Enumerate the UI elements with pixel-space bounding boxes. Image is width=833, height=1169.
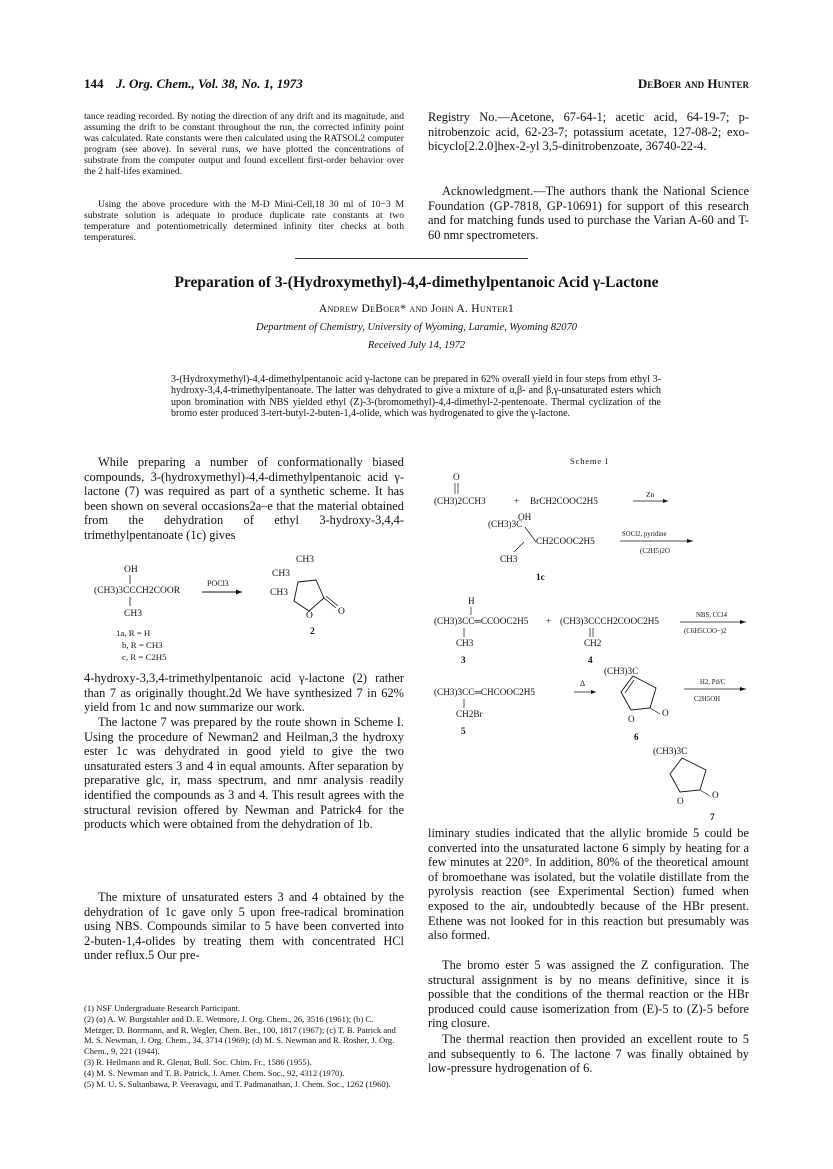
eq1-oh: OH (124, 565, 138, 575)
s-r3-b: (CH3)3CCCH2COOC2H5 (560, 616, 660, 626)
eq1-acid: (CH3)3CCCH2COOR (94, 586, 181, 596)
s-r4-lac: (CH3)3C (604, 666, 639, 676)
eq1-1a: 1a, R = H (116, 628, 151, 638)
eq1-reagent: POCl3 (207, 579, 229, 588)
s-r5-lac: (CH3)3C (653, 746, 688, 756)
eq1-ch3: CH3 (124, 609, 142, 619)
s-r4-b: CH2Br (456, 709, 483, 719)
s-r2-reag1: SOCl2, pyridine (622, 531, 667, 538)
s-r1-reag: Zn (646, 490, 655, 499)
eq1-lac-ch3c: CH3 (270, 588, 288, 598)
eq1-1c: c, R = C2H5 (122, 652, 167, 662)
running-authors: DeBoer and Hunter (637, 76, 749, 91)
s-r4-a: (CH3)3CC═CHCOOC2H5 (434, 687, 535, 697)
eq1-lac-o: O (306, 611, 313, 621)
previous-article-text: tance reading recorded. By noting the direction of any drift and its magnitude, and assuming the drift to be constant throughout the run, the corrected infinity point was calculated. Rate constants were then calculated using the RATSOL2 computer program (see above). In several runs, we have plotted the concentrations of substrate from the computer output and found excellent first-order behavior over the 2 half-lifes examined. (84, 111, 404, 177)
eq1-cmpd-2: 2 (310, 627, 315, 637)
s-r5-co: O (712, 790, 719, 800)
footnote-5: (5) M. U. S. Sultanbawa, P. Veeravagu, and T. Padmanathan, J. Chem. Soc., 1262 (1960). (84, 1078, 391, 1089)
s-r3-ch3: CH3 (456, 638, 474, 648)
s-r4-num: 5 (461, 726, 466, 736)
s-r2-num: 1c (536, 572, 545, 582)
paragraph-2: 4-hydroxy-3,3,4-trimethylpentanoic acid γ-lactone (2) rather than 7 as originally thought.2d We have synthesized 7 in 62% yield from 1c and now summarize our work. (84, 671, 404, 715)
s-r5-o: O (677, 796, 684, 806)
s-r3-plus: + (546, 616, 552, 626)
paragraph-4: The mixture of unsaturated esters 3 and 4 obtained by the dehydration of 1c gave only 5 upon free-radical bromination using NBS. Compounds similar to 5 have been converted into 2-buten-1,4-olides by treating them with concentrated HCl under reflux.5 Our pre- (84, 890, 404, 963)
footnote-3: (3) R. Heilmann and R. Glenat, Bull. Soc. Chim. Fr., 1586 (1955). (84, 1056, 312, 1067)
equation-1 (84, 548, 404, 666)
s-r2-oh: OH (518, 512, 532, 522)
s-r1-plus: + (514, 496, 520, 506)
s-r5-num: 7 (710, 812, 715, 822)
article-authors: Andrew DeBoer* and John A. Hunter1 (318, 303, 515, 315)
s-r4-reag2: C2H5OH (694, 696, 721, 703)
s-r3-reag2: (C6H5COO−)2 (684, 628, 727, 635)
previous-article-text-2: Using the above procedure with the M-D Mini-Cell,18 30 ml of 10−3 M substrate solution is adequate to produce duplicate rate constants at two temperature and potentiometrically determined infinity titer checks at both temperatures. (84, 199, 404, 243)
s-r1-b: BrCH2COOC2H5 (530, 496, 598, 506)
footnote-2: (2) (a) A. W. Burgstahler and D. E. Wetmore, J. Org. Chem., 26, 3516 (1961); (b) C. Metzger, D. Borrmann, and R. Wegler, Chem. Ber., 100, 1817 (1967); (c) T. B. Patrick and M. S. Newman, J. Org. Chem., 34, 3714 (1969); (d) M. S. Newman and R. Rosher, J. Org. Chem., 9, 221 (1944). (84, 1013, 396, 1057)
eq1-1b: b, R = CH3 (122, 640, 163, 650)
journal-citation: J. Org. Chem., Vol. 38, No. 1, 1973 (116, 76, 303, 91)
footnote-4: (4) M. S. Newman and T. B. Patrick, J. Amer. Chem. Soc., 92, 4312 (1970). (84, 1067, 345, 1078)
s-r2-b: CH2COOC2H5 (536, 536, 595, 546)
s-r3-h: H (468, 596, 475, 606)
s-r3-num4: 4 (588, 655, 593, 665)
received-date: Received July 14, 1972 (367, 340, 466, 351)
s-r3-a: (CH3)3CC═CCOOC2H5 (434, 616, 529, 626)
affiliation: Department of Chemistry, University of Wyoming, Laramie, Wyoming 82070 (256, 322, 577, 333)
s-r4-co: O (662, 708, 669, 718)
acknowledgment: Acknowledgment.—The authors thank the National Science Foundation (GP-7818, GP-10691) for support of this research and for matching funds used to purchase the Varian A-60 and T-60 nmr spectrometers. (428, 184, 749, 242)
page-number: 144 (84, 76, 104, 91)
s-r1-a: (CH3)2CCH3 (434, 496, 486, 506)
intro-paragraph: While preparing a number of conformationally biased compounds, 3-(hydroxymethyl)-4,4-dimethylpentanoic acid γ-lactone (7) was required as part of a synthetic scheme. It has been shown on several occasions2a–e that the material obtained from the dehydration of ethyl 3-hydroxy-3,4,4-trimethylpentanoate (1c) gives (84, 455, 404, 542)
s-r4-delta: Δ (580, 679, 586, 688)
eq1-lac-co: O (338, 607, 345, 617)
s-r4-num6: 6 (634, 732, 639, 742)
s-r3-num: 3 (461, 655, 466, 665)
scheme-1 (428, 452, 749, 824)
scheme-label: Scheme I (570, 456, 609, 466)
registry-numbers: Registry No.—Acetone, 67-64-1; acetic acid, 64-19-7; p-nitrobenzoic acid, 62-23-7; potassium acetate, 127-08-2; exo-bicyclo[2.2.0]hex-2-yl 3,5-dinitrobenzoate, 36740-22-4. (428, 110, 749, 154)
s-r3-reag1: NBS, CCl4 (696, 612, 727, 619)
section-divider (295, 258, 528, 259)
eq1-lac-ch3b: CH3 (272, 569, 290, 579)
right-paragraph-2: The bromo ester 5 was assigned the Z configuration. The structural assignment is by no means definitive, since it is possible that the conditions of the thermal reaction or the HBr produced could cause isomerization from (E)-5 to (Z)-5 before ring closure. (428, 958, 749, 1031)
article-title: Preparation of 3-(Hydroxymethyl)-4,4-dimethylpentanoic Acid γ-Lactone (174, 274, 659, 291)
footnotes (84, 1003, 396, 1089)
s-r2-a: (CH3)3C (488, 519, 523, 529)
s-r4-o: O (628, 714, 635, 724)
paragraph-3: The lactone 7 was prepared by the route shown in Scheme I. Using the procedure of Newman2 and Heilman,3 the hydroxy ester 1c was dehydrated in good yield to give the two unsaturated esters 3 and 4 in equal amounts. After separation by preparative glc, ir, mass spectrum, and nmr analysis readily identified the compounds as 3 and 4. This result agrees with the structural revision offered by Newman and Patrick4 for the products which were obtained from the dehydration of 1b. (84, 715, 404, 832)
s-r2-reag2: (C2H5)2O (640, 547, 670, 555)
footnote-1: (1) NSF Undergraduate Research Participant. (84, 1003, 241, 1013)
right-paragraph-3: The thermal reaction then provided an excellent route to 5 and subsequently to 6. The lactone 7 was finally obtained by low-pressure hydrogenation of 6. (428, 1032, 749, 1076)
s-r2-c: CH3 (500, 554, 518, 564)
right-paragraph-1: liminary studies indicated that the allylic bromide 5 could be converted into the unsaturated lactone 6 simply by heating for a few minutes at 220°. In addition, 80% of the theoretical amount of bromoethane was isolated, but the volatile distillate from the pyrolysis reaction (see Experimental Section) fumed when exposed to the air, undoubtedly because of the HBr present. Ethene was not looked for in this reaction but presumably was also formed. (428, 826, 749, 943)
eq1-lac-ch3a: CH3 (296, 555, 314, 565)
s-r1-o: O (453, 472, 460, 482)
s-r4-reag1: H2, Pd/C (700, 679, 726, 686)
abstract: 3-(Hydroxymethyl)-4,4-dimethylpentanoic acid γ-lactone can be prepared in 62% overall yield in four steps from ethyl 3-hydroxy-3,4,4-trimethylpentanoate. The latter was dehydrated to give a mixture of α,β- and β,γ-unsaturated esters which upon bromination with NBS yielded ethyl (Z)-3-(bromomethyl)-4,4-dimethyl-2-pentenoate. Thermal cyclization of the bromo ester produced 3-tert-butyl-2-buten-1,4-olide, which was hydrogenated to give the γ-lactone. (171, 374, 661, 419)
s-r3-ch2: CH2 (584, 638, 602, 648)
